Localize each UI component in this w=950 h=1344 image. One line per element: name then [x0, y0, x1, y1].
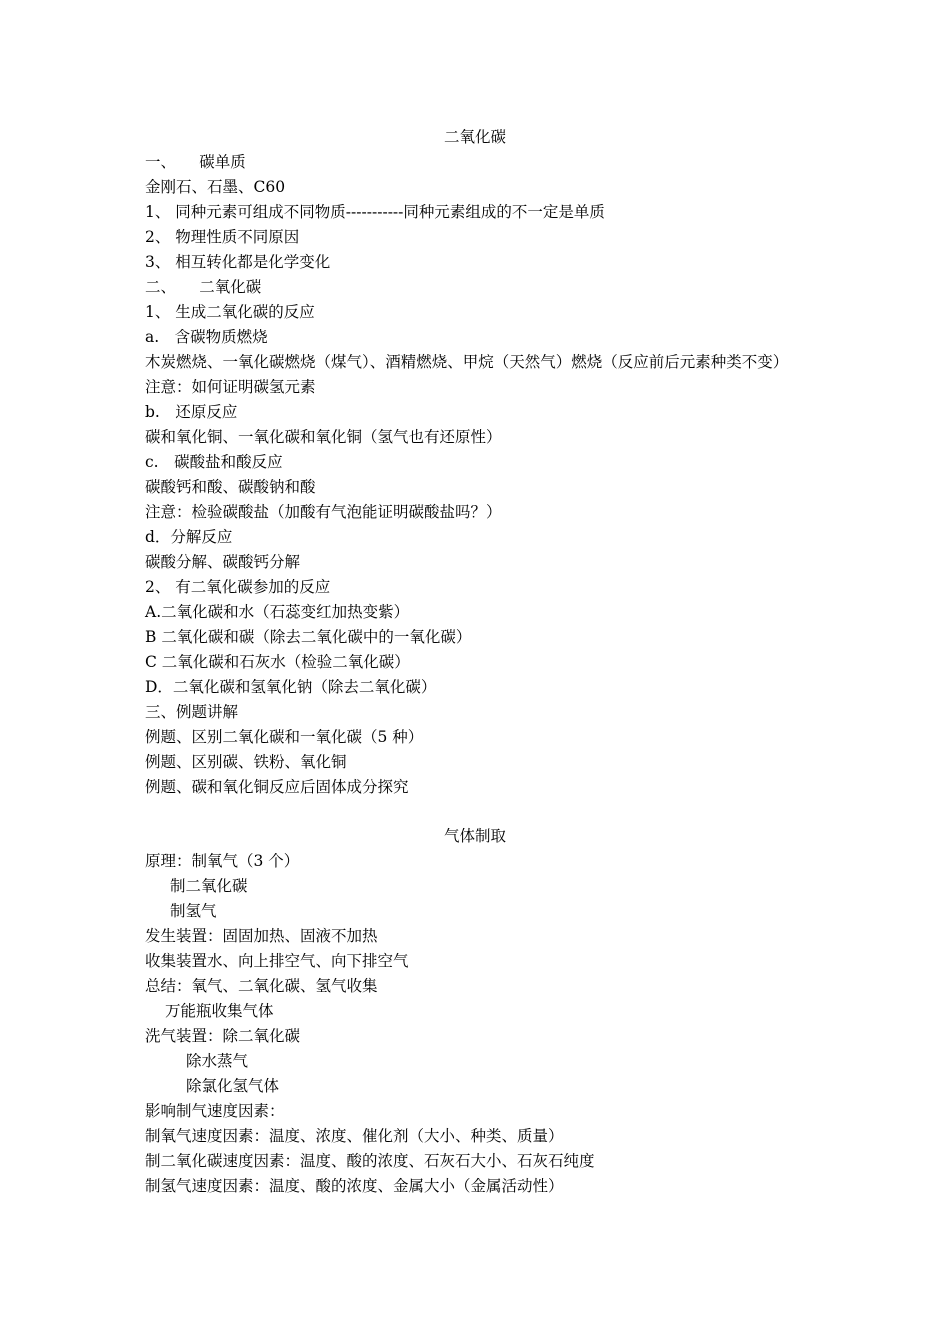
- text-line: 2、 有二氧化碳参加的反应: [145, 578, 331, 596]
- text-line: b. 还原反应: [145, 403, 238, 421]
- text-line: 制二氧化碳速度因素：温度、酸的浓度、石灰石大小、石灰石纯度: [145, 1152, 595, 1170]
- text-line: 2、 物理性质不同原因: [145, 228, 300, 246]
- text-line: a. 含碳物质燃烧: [145, 328, 268, 346]
- text-line: 影响制气速度因素：: [145, 1102, 285, 1120]
- text-line: 制氢气: [170, 902, 217, 920]
- section-title-co2: 二氧化碳: [443, 128, 506, 146]
- text-line: 木炭燃烧、一氧化碳燃烧（煤气）、酒精燃烧、甲烷（天然气）燃烧（反应前后元素种类不变）: [145, 353, 789, 371]
- text-line: d．分解反应: [145, 528, 233, 546]
- text-line: 金刚石、石墨、C60: [145, 178, 286, 196]
- heading-examples: 三、例题讲解: [145, 703, 239, 721]
- heading-co2: 二、 二氧化碳: [145, 278, 262, 296]
- text-line: 例题、碳和氧化铜反应后固体成分探究: [145, 778, 409, 796]
- text-line: 碳和氧化铜、一氧化碳和氧化铜（氢气也有还原性）: [145, 428, 502, 446]
- text-line: 碳酸分解、碳酸钙分解: [145, 553, 301, 571]
- text-line: 1、 生成二氧化碳的反应: [145, 303, 315, 321]
- text-line: c. 碳酸盐和酸反应: [145, 453, 283, 471]
- text-line: 洗气装置：除二氧化碳: [145, 1027, 301, 1045]
- text-line: 例题、区别二氧化碳和一氧化碳（5 种）: [145, 728, 424, 746]
- text-line: 制氢气速度因素：温度、酸的浓度、金属大小（金属活动性）: [145, 1177, 564, 1195]
- text-line: 制氧气速度因素：温度、浓度、催化剂（大小、种类、质量）: [145, 1127, 564, 1145]
- text-line: 发生装置：固固加热、固液不加热: [145, 927, 378, 945]
- text-line: 碳酸钙和酸、碳酸钠和酸: [145, 478, 316, 496]
- text-line: 除水蒸气: [186, 1052, 249, 1070]
- text-line: A.二氧化碳和水（石蕊变红加热变紫）: [145, 603, 410, 621]
- text-line: 注意：如何证明碳氢元素: [145, 378, 316, 396]
- text-line: 除氯化氢气体: [186, 1077, 280, 1095]
- text-line: 注意：检验碳酸盐（加酸有气泡能证明碳酸盐吗？）: [145, 503, 502, 521]
- text-line: 万能瓶收集气体: [165, 1002, 274, 1020]
- text-line: D．二氧化碳和氢氧化钠（除去二氧化碳）: [145, 678, 437, 696]
- text-line: 3、 相互转化都是化学变化: [145, 253, 331, 271]
- text-line: C 二氧化碳和石灰水（检验二氧化碳）: [145, 653, 410, 671]
- text-line: 制二氧化碳: [170, 877, 248, 895]
- text-line: 原理：制氧气（3 个）: [145, 852, 300, 870]
- text-line: 1、 同种元素可组成不同物质-----------同种元素组成的不一定是单质: [145, 203, 605, 221]
- text-line: B 二氧化碳和碳（除去二氧化碳中的一氧化碳）: [145, 628, 472, 646]
- text-line: 收集装置水、向上排空气、向下排空气: [145, 952, 409, 970]
- text-line: 总结：氧气、二氧化碳、氢气收集: [145, 977, 378, 995]
- text-line: 例题、区别碳、铁粉、氧化铜: [145, 753, 347, 771]
- heading-carbon-element: 一、 碳单质: [145, 153, 246, 171]
- section-title-gas-preparation: 气体制取: [443, 827, 506, 845]
